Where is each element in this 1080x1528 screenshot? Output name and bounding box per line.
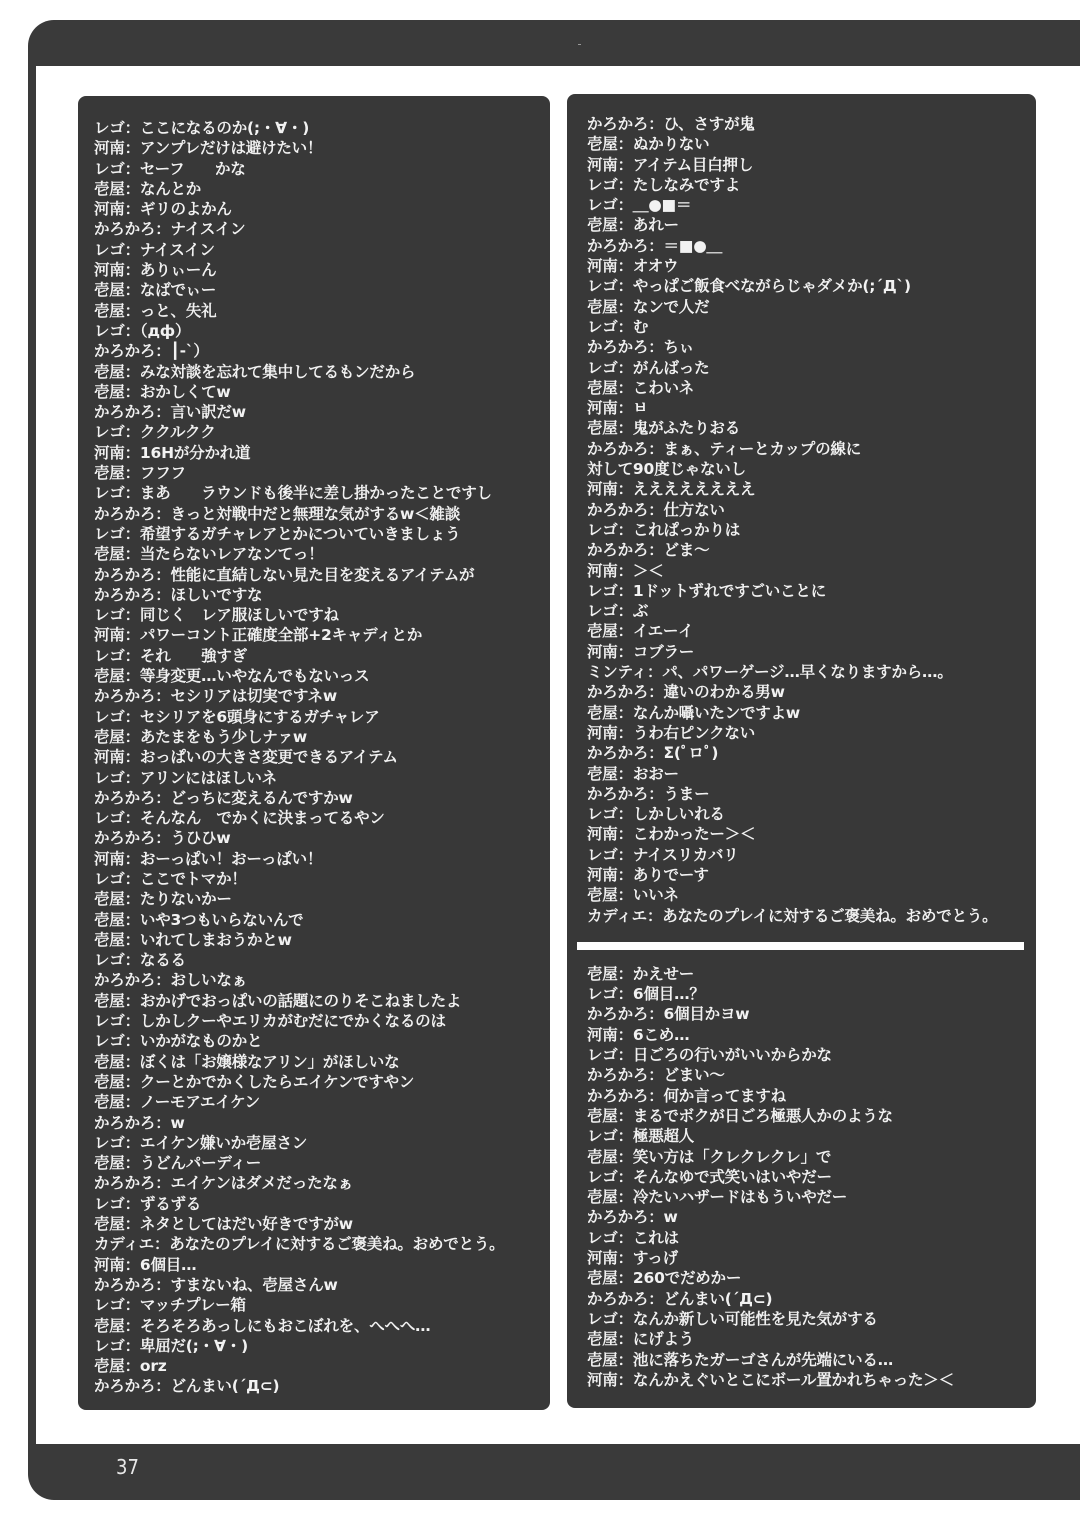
section-divider	[577, 942, 1024, 950]
chat-line: 河南：ありぃーん	[94, 261, 217, 280]
chat-line: レゴ：なんか新しい可能性を見た気がする	[587, 1309, 878, 1328]
chat-line: 河南：おーっぱい！おーっぱい！	[94, 849, 323, 868]
chat-line: レゴ：1ドットずれですごいことに	[587, 581, 827, 600]
chat-line: かろかろ：仕方ない	[587, 500, 725, 519]
chat-line: 壱屋：あれー	[587, 216, 679, 235]
chat-line: 壱屋：そろそろあっしにもおこぼれを、へへへ…	[94, 1316, 431, 1335]
chat-line: かろかろ：6個目かヨw	[587, 1005, 750, 1024]
chat-line: 壱屋：なンで人だ	[587, 297, 710, 316]
right-chat-log-bottom	[587, 964, 1036, 1390]
chat-line: かろかろ：どんまい(´Д⊂)	[587, 1289, 773, 1308]
right-chat-panel	[567, 94, 1036, 1408]
chat-line: レゴ：エイケン嫌いか壱屋さン	[94, 1133, 308, 1152]
chat-line: 壱屋：おおー	[587, 764, 679, 783]
chat-line: レゴ：しかしいれる	[587, 805, 725, 824]
chat-line: かろかろ：うまー	[587, 784, 710, 803]
chat-line: かろかろ：違いのわかる男w	[587, 683, 785, 702]
chat-line: レゴ：そんなゆで式笑いはいやだー	[587, 1167, 832, 1186]
chat-line: 壱屋：クーとかでかくしたらエイケンですやン	[94, 1072, 415, 1091]
chat-line: レゴ：同じく レア服ほしいですね	[94, 606, 339, 625]
scan-speck	[578, 44, 581, 45]
chat-line: レゴ：ククルクク	[94, 423, 216, 442]
chat-line: 河南：オオウ	[587, 257, 679, 276]
chat-line: かろかろ：w	[587, 1208, 678, 1227]
chat-line: レゴ：なるる	[94, 951, 186, 970]
chat-line: 壱屋：ネタとしてはだい好きですがw	[94, 1215, 353, 1234]
chat-line: レゴ：6個目…？	[587, 985, 705, 1004]
chat-line: かろかろ：どまい～	[587, 1066, 725, 1085]
chat-line: 壱屋：いや3つもいらないんで	[94, 910, 304, 929]
chat-line: 河南：コブラー	[587, 642, 695, 661]
chat-line: かろかろ：セシリアは切実ですネw	[94, 687, 338, 706]
chat-line: レゴ：む	[587, 317, 649, 336]
chat-line: かろかろ：ひ、さすが鬼	[587, 115, 755, 133]
chat-line: 壱屋：なばでぃー	[94, 281, 217, 300]
chat-line: 河南：パワーコント正確度全部+2キャディとか	[94, 626, 423, 645]
chat-line: レゴ：がんばった	[587, 358, 710, 377]
chat-line: かろかろ：Σ(ﾟロﾟ)	[587, 744, 719, 763]
chat-line: 河南：ありでーす	[587, 865, 709, 884]
chat-line: 河南：6個目…	[94, 1255, 197, 1274]
chat-line: 壱屋：笑い方は「クレクレクレ」で	[587, 1147, 832, 1166]
chat-line: 対して90度じゃないし	[587, 460, 746, 479]
chat-line: 壱屋：みな対談を忘れて集中してるもンだから	[94, 362, 416, 381]
chat-line: 壱屋：等身変更…いやなんでもないっス	[94, 667, 370, 686]
chat-line: レゴ：これぱっかりは	[587, 520, 741, 539]
chat-line: かろかろ：うひひw	[94, 829, 231, 848]
chat-line: ミンティ：パ、パワーゲージ…早くなりますから…。	[587, 663, 953, 682]
chat-line: レゴ：（дф）	[94, 321, 191, 340]
chat-line: 河南：ええええええええ	[587, 480, 756, 499]
chat-line: 壱屋：かえせー	[587, 964, 695, 983]
chat-line: レゴ：いかがなものかと	[94, 1032, 263, 1051]
chat-line: 河南：アイテム目白押し	[587, 155, 754, 174]
chat-line: 河南：ㅂ	[587, 399, 648, 418]
chat-line: 壱屋：まるでボクが日ごろ極悪人かのような	[587, 1106, 893, 1125]
chat-line: かろかろ：ほしいですな	[94, 585, 263, 604]
chat-line: レゴ：ずるずる	[94, 1194, 202, 1213]
chat-line: かろかろ：┃-`）	[94, 342, 209, 361]
chat-line: レゴ：それ 強すぎ	[94, 646, 248, 665]
chat-line: レゴ：卑屈だ(;・∀・)	[94, 1336, 248, 1355]
chat-line: 河南：うわ右ピンクない	[587, 723, 755, 742]
chat-line: 河南：なんかえぐいとこにボール置かれちゃった＞＜	[587, 1370, 954, 1389]
chat-line: レゴ：日ごろの行いがいいからかな	[587, 1046, 832, 1065]
chat-line: 壱屋：にげよう	[587, 1330, 695, 1349]
chat-line: 河南：ギリのよかん	[94, 200, 232, 219]
chat-line: 壱屋：っと、失礼	[94, 301, 217, 320]
chat-line: カディエ：あなたのプレイに対するご褒美ね。おめでとう。	[94, 1235, 505, 1254]
chat-line: レゴ：ぶ	[587, 602, 649, 621]
chat-line: かろかろ：すまないね、壱屋さんw	[94, 1275, 338, 1294]
chat-line: 壱屋：ノーモアエイケン	[94, 1093, 260, 1112]
chat-line: かろかろ：どっちに変えるんですかw	[94, 788, 353, 807]
page-number: 37	[116, 1455, 139, 1479]
chat-line: レゴ：アリンにはほしいネ	[94, 768, 277, 787]
chat-line: かろかろ：まぁ、ティーとカップの線に	[587, 439, 862, 458]
chat-line: 河南：すっげ	[587, 1249, 678, 1268]
chat-line: レゴ：マッチプレー箱	[94, 1296, 246, 1315]
chat-line: レゴ：ここになるのか(;・∀・)	[94, 119, 310, 137]
chat-line: レゴ：極悪超人	[587, 1127, 695, 1146]
chat-line: レゴ：セシリアを6頭身にするガチャレア	[94, 707, 380, 726]
chat-line: かろかろ：エイケンはダメだったなぁ	[94, 1174, 354, 1193]
chat-line: 壱屋：鬼がふたりおる	[587, 419, 741, 438]
chat-line: 壱屋：ぬかりない	[587, 135, 710, 154]
chat-line: レゴ：しかしクーやエリカがむだにでかくなるのは	[94, 1012, 446, 1031]
chat-line: 河南：＞＜	[587, 561, 664, 580]
chat-line: カディエ：あなたのプレイに対するご褒美ね。おめでとう。	[587, 906, 998, 925]
chat-line: かろかろ：w	[94, 1113, 185, 1132]
chat-line: レゴ：たしなみですよ	[587, 175, 741, 194]
chat-line: レゴ：ナイスイン	[94, 240, 215, 259]
chat-line: かろかろ：どんまい(´Д⊂)	[94, 1377, 280, 1396]
chat-line: 壱屋：うどんパーディー	[94, 1154, 262, 1173]
chat-line: 壱屋：こわいネ	[587, 378, 695, 397]
chat-line: 壱屋：冷たいハザードはもういやだー	[587, 1188, 848, 1207]
chat-line: 壱屋：当たらないレアなンてっ！	[94, 545, 324, 564]
left-chat-panel	[78, 96, 550, 1410]
chat-line: レゴ：セーフ かな	[94, 159, 246, 178]
chat-line: 河南：アンプレだけは避けたい！	[94, 139, 323, 158]
chat-line: 壱屋：なんか囁いたンですよw	[587, 703, 801, 722]
chat-line: レゴ：まあ ラウンドも後半に差し掛かったことですし	[94, 484, 492, 503]
chat-line: かろかろ：＝■●＿	[587, 236, 722, 255]
chat-line: かろかろ：どま～	[587, 541, 710, 560]
chat-line: 壱屋：池に落ちたガーゴさんが先端にいる…	[587, 1350, 894, 1369]
chat-line: 壱屋：いれてしまおうかとw	[94, 930, 292, 949]
chat-line: かろかろ：おしいなぁ	[94, 971, 248, 990]
chat-line: レゴ：ナイスリカバリ	[587, 845, 739, 864]
chat-line: 壱屋：ぼくは「お嬢様なアリン」がほしいな	[94, 1052, 400, 1071]
chat-line: かろかろ：何か言ってますね	[587, 1086, 786, 1105]
chat-line: レゴ：ここでトマか！	[94, 869, 247, 888]
right-chat-log-top	[587, 114, 1036, 926]
chat-line: 壱屋：orz	[94, 1357, 167, 1376]
chat-line: 壱屋：フフフ	[94, 464, 186, 483]
chat-line: レゴ：これは	[587, 1228, 679, 1247]
chat-line: かろかろ：ちぃ	[587, 338, 695, 357]
chat-line: 壱屋：あたまをもう少しナァw	[94, 727, 308, 746]
chat-line: レゴ：やっぱご飯食べながらじゃダメか(;´Д`)	[587, 277, 911, 296]
chat-line: 河南：16Hが分かれ道	[94, 443, 251, 462]
chat-line: 壱屋：なんとか	[94, 179, 202, 198]
chat-line: レゴ：希望するガチャレアとかについていきましょう	[94, 524, 461, 543]
chat-line: 壱屋：イエーイ	[587, 622, 694, 641]
chat-line: かろかろ：言い訳だw	[94, 403, 246, 422]
chat-line: 壱屋：おかげでおっぱいの話題にのりそこねましたよ	[94, 991, 462, 1010]
chat-line: 壱屋：いいネ	[587, 886, 679, 905]
chat-line: 壱屋：260でだめかー	[587, 1269, 742, 1288]
chat-line: 壱屋：おかしくてw	[94, 382, 231, 401]
left-chat-log	[94, 118, 550, 1397]
chat-line: 河南：6こめ…	[587, 1025, 690, 1044]
chat-line: レゴ：＿●■＝	[587, 196, 692, 215]
chat-line: 河南：こわかったー＞＜	[587, 825, 756, 844]
chat-line: レゴ：そんなん でかくに決まってるやン	[94, 809, 385, 828]
chat-line: かろかろ：性能に直結しない見た目を変えるアイテムが	[94, 565, 475, 584]
chat-line: かろかろ：きっと対戦中だと無理な気がするw＜雑談	[94, 504, 461, 523]
chat-line: 壱屋：たりないかー	[94, 890, 232, 909]
chat-line: かろかろ：ナイスイン	[94, 220, 246, 239]
chat-line: 河南：おっぱいの大きさ変更できるアイテム	[94, 748, 398, 767]
